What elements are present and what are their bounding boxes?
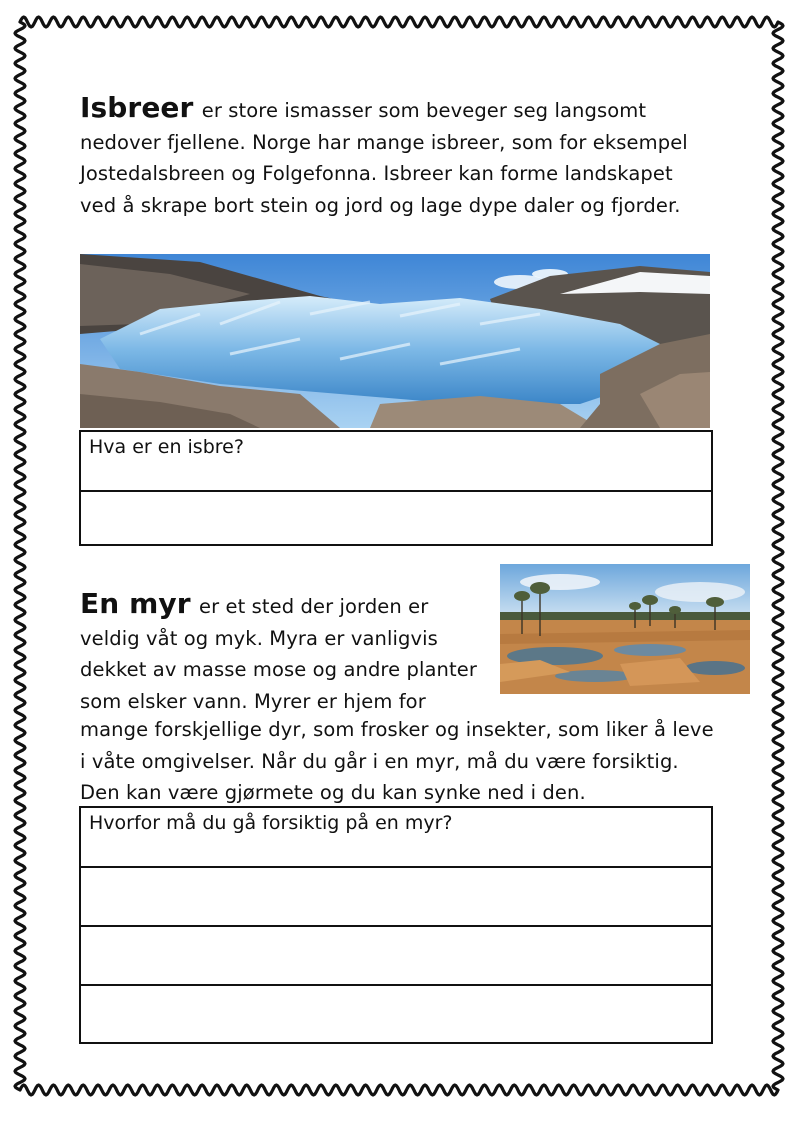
bog-answer-line-2[interactable] [80,926,712,985]
bog-answer-table [79,806,713,1044]
glacier-answer-line[interactable] [80,491,712,545]
bog-text-wrapped: er et sted der jorden er veldig våt og myk. Myra er vanligvis dekket av masse mose og andre planter som elsker vann. Myrer er hjem for [80,595,477,713]
glacier-text: er store ismasser som beveger seg langsomt nedover fjellene. Norge har mange isbreer, som for eksempel Jostedalsbreen og Folgefonna. Isbreer kan forme landskapet ved å skrape bort stein og jord og lage dype daler og fjorder. [80,99,688,217]
bog-paragraph-full [80,714,720,809]
glacier-photo [80,254,710,428]
glacier-paragraph [80,92,712,221]
glacier-answer-table [79,430,713,546]
bog-text-full: mange forskjellige dyr, som frosker og insekter, som liker å leve i våte omgivelser. Når du går i en myr, må du være forsiktig. Den kan være gjørmete og du kan synke ned i den. [80,718,714,804]
glacier-heading: Isbreer [80,91,194,124]
bog-answer-line-3[interactable] [80,985,712,1043]
bog-heading: En myr [80,587,191,620]
bog-paragraph-wrapped [80,588,490,717]
bog-answer-line-1[interactable] [80,867,712,926]
bog-question: Hvorfor må du gå forsiktig på en myr? [80,807,712,867]
bog-photo [500,564,750,694]
glacier-question: Hva er en isbre? [80,431,712,491]
